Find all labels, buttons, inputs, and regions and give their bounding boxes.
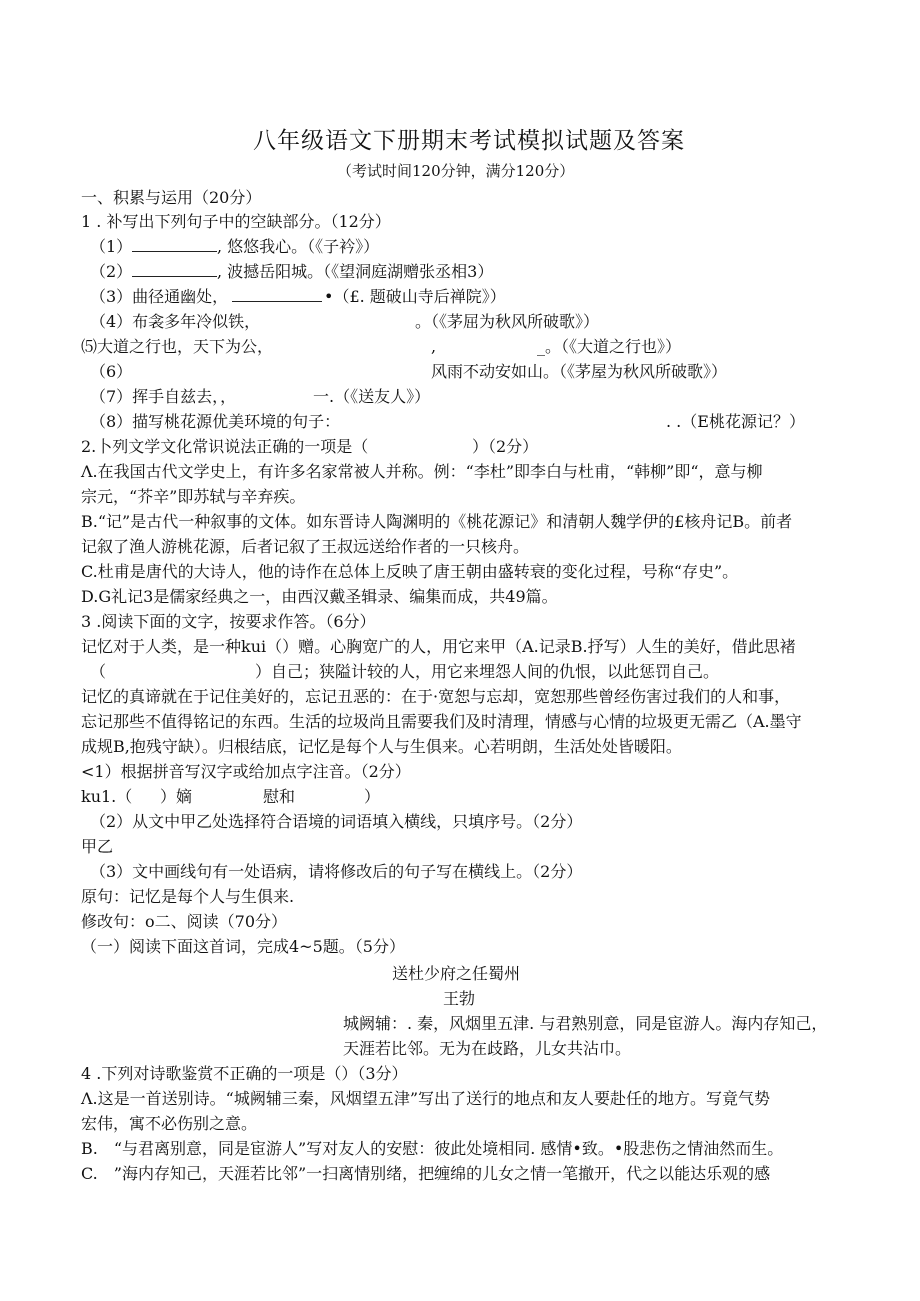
- option-c: C. ”海内存知己，天涯若比邻”一扫离情别绪，把缠绵的儿女之情一笔撤开，代之以能达乐观的感: [81, 1164, 771, 1183]
- option-a-cont: 宏伟，寓不必伤别之意。: [81, 1114, 258, 1133]
- poem-line: 城阙辅：. 秦，风烟里五津. 与君熟别意，同是宦游人。海内存知己，: [343, 1014, 828, 1033]
- question-line: 2.卜列文学文化常识说法正确的一项是（: [81, 437, 369, 456]
- question-line: （4）布衾多年冷似铁，: [90, 312, 261, 331]
- answer-blank[interactable]: [132, 237, 217, 252]
- page-title: 八年级语文下册期末考试模拟试题及答案: [253, 128, 685, 154]
- option-d: D.G礼记3是儒家经典之一，由西汉戴圣辑录、编集而成，共49篇。: [81, 587, 558, 606]
- passage-line: 成规B,抱残守缺）。归根结底，记忆是每个人与生俱来。心若明朗，生活处处皆暖阳。: [81, 737, 682, 756]
- question-item-number: （6）: [90, 362, 133, 381]
- question-line: （一）阅读下面这首词，完成4~5题。（5分）: [81, 937, 405, 956]
- question-line: （7）挥手自兹去，，: [90, 387, 237, 406]
- question-line: （8）描写桃花源优美环境的句子：: [90, 412, 341, 431]
- option-b-cont: 记叙了渔人游桃花源，后者记叙了王叔远送给作者的一只核舟。: [81, 537, 530, 556]
- page-subtitle: （考试时间120分钟，满分120分）: [337, 162, 575, 180]
- question-line: . .（E桃花源记？）: [666, 412, 805, 431]
- question-item-number: （2）: [90, 262, 133, 281]
- answer-line: 慰和: [263, 787, 296, 806]
- sub-question: <1）根据拼音写汉字或给加点字注音。（2分）: [81, 762, 411, 781]
- question-line: _。（《大道之行也》）: [537, 337, 682, 356]
- question-line: ⑸大道之行也，天下为公，: [81, 337, 274, 356]
- passage-line: 记忆对于人类，是一种kui（）赠。心胸宽广的人，用它来甲（A.记录B.抒写）人生的美好，借此思褚: [81, 637, 796, 656]
- option-b: B. “与君离别意，同是宦游人”写对友人的安慰：彼此处境相同. 感情•致。•股悲伤之情油然而生。: [81, 1139, 784, 1158]
- question-line: ）（2分）: [472, 437, 539, 456]
- question-line: , 悠悠我心。（《子衿》）: [217, 237, 380, 256]
- question-line: •（£. 题破山寺后禅院》）: [324, 287, 506, 306]
- passage-line: （: [90, 662, 107, 681]
- question-line: , 波撼岳阳城。（《望洞庭湖赠张丞相3）: [217, 262, 494, 281]
- poem-title: 送杜少府之任蜀州: [392, 964, 521, 983]
- sub-question: （3）文中画线句有一处语病，请将修改后的句子写在横线上。（2分）: [90, 862, 583, 881]
- option-a: Λ.在我国古代文学史上，有许多名家常被人并称。例：“李杜”即李白与杜甫，“韩柳”即“，意与柳: [81, 462, 763, 481]
- question-line: 一.（《送友人》）: [313, 387, 431, 406]
- answer-line: ）嫡: [160, 787, 193, 806]
- question-line: 风雨不动安如山。（《茅屋为秋风所破歌》）: [431, 362, 728, 381]
- option-a: Λ.这是一首送别诗。“城阙辅三秦，风烟望五津”写出了送行的地点和友人要赴任的地方。写竟气势: [81, 1089, 771, 1108]
- poem-line: 天涯若比邻。无为在歧路，儿女共沾巾。: [343, 1039, 632, 1058]
- answer-line: 原句：记忆是每个人与生俱来.: [81, 887, 295, 906]
- section-heading: 修改句：o二、阅读（70分）: [81, 912, 287, 931]
- answer-line: ）: [364, 787, 381, 806]
- question-item-number: （1）: [90, 237, 133, 256]
- option-b: B.“记”是古代一种叙事的文体。如东晋诗人陶渊明的《桃花源记》和清朝人魏学伊的£核舟记B。前者: [81, 512, 793, 531]
- question-line: （3）曲径通幽处，: [90, 287, 229, 306]
- poem-author: 王勃: [443, 989, 476, 1008]
- question-line: ,: [431, 337, 437, 356]
- question-line: 1 . 补写出下列句子中的空缺部分。（12分）: [81, 212, 391, 231]
- section-heading: 一、积累与运用（20分）: [81, 188, 262, 207]
- answer-line: ku1.（: [81, 787, 133, 806]
- sub-question: （2）从文中甲乙处选择符合语境的词语填入横线，只填序号。（2分）: [90, 812, 583, 831]
- answer-line: 甲乙: [81, 837, 114, 856]
- option-c: C.杜甫是唐代的大诗人，他的诗作在总体上反映了唐王朝由盛转衰的变化过程，号称“存史”。: [81, 562, 739, 581]
- passage-line: ）自己；狭隘计较的人，用它来埋怨人间的仇恨，以此惩罚自己。: [255, 662, 720, 681]
- passage-line: 忘记那些不值得铭记的东西。生活的垃圾尚且需要我们及时清理，情感与心情的垃圾更无需乙（A.墨守: [81, 712, 802, 731]
- question-line: 4 .下列对诗歌鉴赏不正确的一项是（）（3分）: [81, 1064, 408, 1083]
- option-a-cont: 宗元，“芥辛”即苏轼与辛弃疾。: [81, 487, 306, 506]
- passage-line: 记忆的真谛就在于记住美好的，忘记丑恶的：在于·宽恕与忘却，宽恕那些曾经伤害过我们的人和事，: [81, 687, 791, 706]
- question-line: 3 .阅读下面的文字，按要求作答。（6分）: [81, 612, 376, 631]
- answer-blank[interactable]: [132, 262, 217, 277]
- question-line: 。（《茅屈为秋风所破歌》）: [415, 312, 600, 331]
- answer-blank[interactable]: [232, 287, 322, 302]
